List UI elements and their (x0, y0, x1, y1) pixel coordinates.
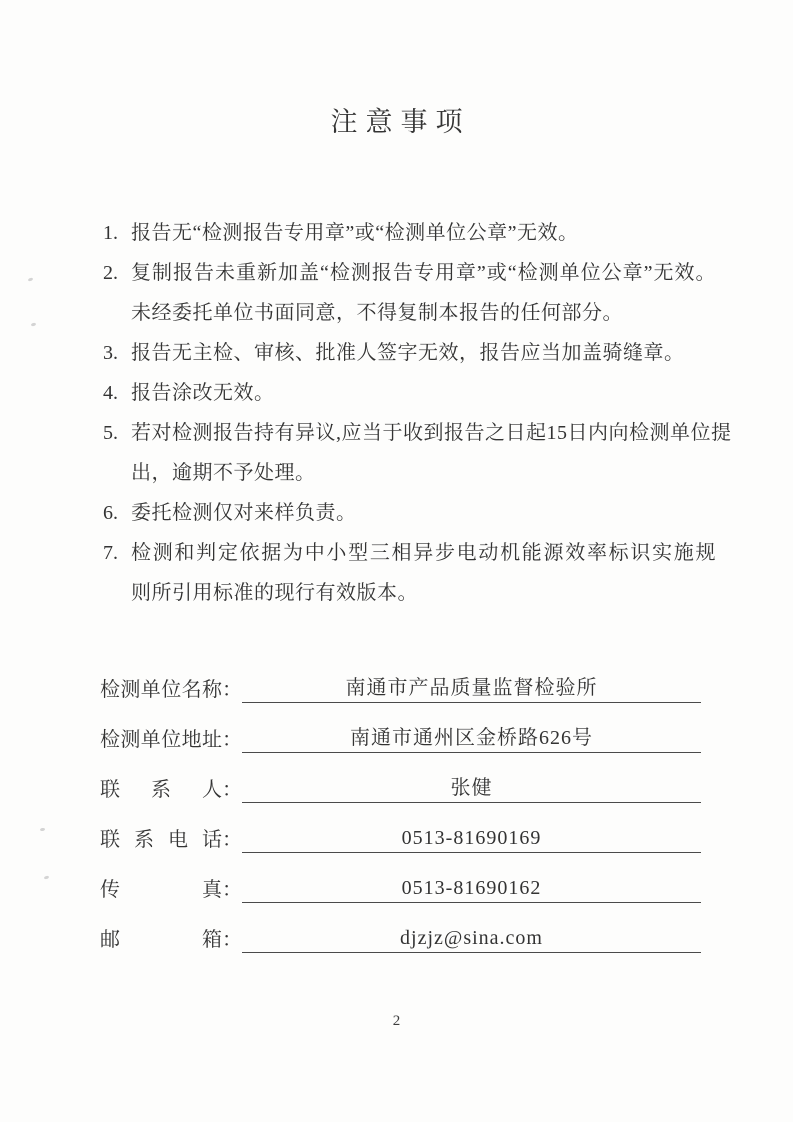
field-label: 检测单位地址 (100, 729, 222, 751)
field-colon: ： (222, 679, 242, 701)
note-item-3 (103, 333, 716, 373)
note-number: 1. (103, 222, 118, 244)
field-contact-phone (100, 819, 701, 853)
note-number: 6. (103, 502, 118, 524)
notes-list (103, 213, 732, 613)
note-line: 则所引用标准的现行有效版本。 (131, 582, 418, 604)
note-number: 5. (103, 422, 118, 444)
note-line: 委托检测仅对来样负责。 (131, 502, 357, 524)
field-email (100, 919, 701, 953)
field-value: 0513-81690169 (242, 825, 701, 853)
field-label: 邮箱 (100, 929, 222, 951)
field-contact-person (100, 769, 701, 803)
note-item-7 (103, 533, 716, 613)
field-colon: ： (222, 879, 242, 901)
scan-artifact (31, 322, 37, 326)
note-line: 检测和判定依据为中小型三相异步电动机能源效率标识实施规 (131, 542, 716, 564)
note-number: 3. (103, 342, 118, 364)
note-line: 报告无“检测报告专用章”或“检测单位公章”无效。 (131, 222, 579, 244)
note-line: 复制报告未重新加盖“检测报告专用章”或“检测单位公章”无效。 (131, 262, 716, 284)
scan-artifact (28, 277, 34, 282)
field-label: 传真 (100, 879, 222, 901)
note-line: 报告无主检、审核、批准人签字无效，报告应当加盖骑缝章。 (131, 342, 685, 364)
note-item-4 (103, 373, 716, 413)
contact-info-section (100, 669, 701, 969)
page-number: 2 (392, 1013, 401, 1029)
note-line: 未经委托单位书面同意，不得复制本报告的任何部分。 (131, 302, 623, 324)
field-value: 南通市通州区金桥路626号 (242, 725, 701, 753)
field-label: 联系人 (100, 779, 222, 801)
note-number: 2. (103, 262, 118, 284)
field-inspection-unit-name (100, 669, 701, 703)
field-colon: ： (222, 929, 242, 951)
field-label: 联系电话 (100, 829, 222, 851)
field-inspection-unit-address (100, 719, 701, 753)
scan-artifact (44, 875, 50, 879)
page-title: 注意事项 (330, 107, 471, 137)
field-colon: ： (222, 829, 242, 851)
field-colon: ： (222, 729, 242, 751)
field-fax (100, 869, 701, 903)
field-value: 南通市产品质量监督检验所 (242, 675, 701, 703)
scan-artifact (40, 828, 45, 832)
note-line: 若对检测报告持有异议,应当于收到报告之日起15日内向检测单位提 (131, 422, 732, 444)
note-item-1 (103, 213, 716, 253)
note-line: 报告涂改无效。 (131, 382, 275, 404)
note-line: 出，逾期不予处理。 (131, 462, 316, 484)
field-label: 检测单位名称 (100, 679, 222, 701)
note-number: 7. (103, 542, 118, 564)
field-value: 0513-81690162 (242, 875, 701, 903)
note-item-5 (103, 413, 732, 493)
note-item-2 (103, 253, 716, 333)
field-colon: ： (222, 779, 242, 801)
field-value: djzjz@sina.com (242, 925, 701, 953)
note-item-6 (103, 493, 716, 533)
field-value: 张健 (242, 775, 701, 803)
note-number: 4. (103, 382, 118, 404)
